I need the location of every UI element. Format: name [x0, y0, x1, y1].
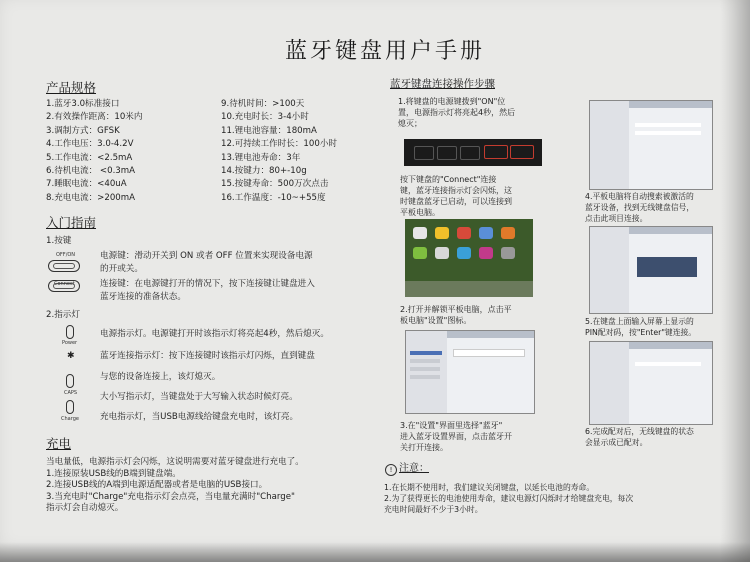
charge-led-icon: [66, 400, 74, 414]
charging-line: 指示灯会自动熄灭。: [46, 503, 124, 513]
settings-main: [447, 331, 534, 413]
specs-list-right: [221, 97, 337, 204]
power-switch-label: OFF/ON: [56, 252, 76, 258]
app-icon: [435, 247, 449, 259]
app-icon: [501, 227, 515, 239]
caps-led-icon: [66, 374, 74, 388]
step5-line: PIN配对码，按"Enter"键连接。: [585, 328, 697, 337]
settings-app-icon: [501, 247, 515, 259]
step1-text: [398, 96, 515, 129]
step4-text: [585, 191, 694, 224]
page-shadow-bottom: [0, 542, 750, 562]
step2-text: [400, 304, 512, 326]
settings-sidebar: [590, 227, 629, 313]
power-led-text: 电源指示灯。电源键打开时该指示灯将亮起4秒，然后熄灭。: [100, 329, 329, 339]
step3-line: 进入蓝牙设置界面，点击蓝牙开: [400, 432, 512, 441]
settings-sidebar: [406, 331, 447, 413]
spec-item: 13.锂电池寿命：3年: [221, 152, 301, 163]
app-icon: [479, 247, 493, 259]
bt-led-text-2: 与您的设备连接上，该灯熄灭。: [100, 372, 221, 382]
step3-line: 3.在"设置"界面里选择"蓝牙": [400, 421, 503, 430]
settings-main: [629, 227, 712, 313]
settings-sidebar: [590, 101, 629, 189]
app-icon: [457, 227, 471, 239]
caps-led-label: CAPS: [64, 390, 78, 396]
settings-row-selected: [410, 351, 442, 355]
step2-line: 板电脑"设置"图标。: [400, 316, 472, 325]
charge-led-label: Charge: [61, 416, 79, 422]
connect-button-label: Connect: [54, 281, 75, 287]
ipad-dock: [405, 281, 533, 297]
step4-line: 4.平板电脑将自动搜索被激活的: [585, 192, 694, 201]
power-switch-icon: [48, 260, 80, 272]
keyboard-key-highlighted: [484, 145, 508, 159]
step3-text: [400, 420, 512, 453]
settings-navbar: [629, 227, 712, 234]
charging-line: 2.连接USB线的A端到电源适配器或者是电脑的USB接口。: [46, 480, 268, 490]
spec-item: 1.蓝牙3.0标准接口: [46, 99, 120, 109]
charge-led-text: 充电指示灯，当USB电源线给键盘充电时，该灯亮。: [100, 412, 299, 422]
settings-row: [410, 359, 440, 363]
pin-dialog: [637, 257, 697, 277]
device-row: [635, 123, 701, 127]
bluetooth-toggle-row: [453, 349, 525, 357]
charging-line: 当电量低，电源指示灯会闪烁，这说明需要对蓝牙键盘进行充电了。: [46, 457, 304, 467]
spec-item: 4.工作电压：3.0-4.2V: [46, 139, 134, 150]
specs-list-left: [46, 97, 142, 204]
charging-heading: 充电: [46, 436, 72, 451]
step1b-line: 键，蓝牙连接指示灯会闪烁，这: [400, 186, 512, 195]
settings-row: [410, 367, 440, 371]
step5-line: 5.在键盘上面输入屏幕上显示的: [585, 317, 694, 326]
spec-item: 8.充电电流：>200mA: [46, 192, 136, 203]
step2-line: 2.打开并解锁平板电脑，点击平: [400, 305, 512, 314]
spec-item: 10.充电时长：3-4小时: [221, 112, 309, 123]
step1b-text: [400, 174, 512, 218]
spec-item: 6.待机电流： <0.3mA: [46, 165, 136, 176]
keys-title: 1.按键: [46, 236, 72, 246]
step6-line: 6.完成配对后，无线键盘的状态: [585, 427, 694, 436]
note-line: 2.为了获得更长的电池使用寿命，建议电源灯闪烁时才给键盘充电，每次: [384, 494, 634, 503]
settings-navbar: [629, 342, 712, 349]
step4-line: 蓝牙设备，找到无线键盘信号，: [585, 203, 695, 212]
settings-navbar: [629, 101, 712, 108]
warning-icon: !: [385, 464, 397, 476]
step6-text: [585, 426, 694, 448]
spec-item: 2.有效操作距离：10米内: [46, 112, 143, 123]
paired-screenshot: [589, 341, 713, 425]
charging-line: 3.当充电时"Charge"充电指示灯会点亮，当电量充满时"Charge": [46, 491, 295, 502]
app-icon: [479, 227, 493, 239]
spec-item: 7.睡眠电流：<40uA: [46, 179, 127, 190]
step1b-line: 按下键盘的"Connect"连接: [400, 175, 497, 184]
spec-item: 14.按键力：80+-10g: [221, 165, 307, 176]
connect-key-text-1: 连接键：在电源键打开的情况下，按下连接键让键盘进入: [100, 279, 315, 289]
power-key-text-1: 电源键：滑动开关到 ON 或者 OFF 位置来实现设备电源: [100, 251, 313, 261]
step4-line: 点击此项目连接。: [585, 214, 648, 223]
charging-lines: [46, 455, 304, 513]
power-key-text-2: 的开或关。: [100, 264, 143, 274]
step6-line: 会显示成已配对。: [585, 438, 648, 447]
notes-heading: 注意：: [399, 463, 429, 474]
notes-lines: [384, 482, 633, 515]
lights-title: 2.指示灯: [46, 310, 80, 320]
keyboard-key: [460, 146, 480, 160]
settings-bluetooth-screenshot: [405, 330, 535, 414]
app-icon: [413, 227, 427, 239]
searching-devices-screenshot: [589, 100, 713, 190]
settings-navbar: [447, 331, 534, 338]
step1-line: 熄灭；: [398, 119, 422, 128]
spec-item: 15.按键寿命：500万次点击: [221, 179, 329, 190]
step1b-line: 平板电脑。: [400, 208, 440, 217]
step5-text: [585, 316, 696, 338]
note-line: 充电时间最好不少于3小时。: [384, 505, 483, 514]
app-icon: [413, 247, 427, 259]
spec-item: 11.锂电池容量：180mA: [221, 125, 317, 136]
bluetooth-icon: ✱: [67, 351, 75, 361]
app-icon: [435, 227, 449, 239]
spec-item: 3.调制方式：GFSK: [46, 125, 120, 136]
steps-heading: 蓝牙键盘连接操作步骤: [390, 78, 495, 90]
page-shadow-right: [720, 0, 750, 562]
device-row-paired: [635, 362, 701, 366]
keyboard-key: [437, 146, 457, 160]
caps-led-text: 大小写指示灯，当键盘处于大写输入状态时候灯亮。: [100, 392, 298, 402]
power-led-label: Power: [62, 340, 78, 346]
step1b-line: 时键盘蓝牙已启动，可以连接到: [400, 197, 512, 206]
spec-item: 12.可持续工作时长：100小时: [221, 139, 338, 150]
step1-line: 置，电源指示灯将亮起4秒，然后: [398, 108, 516, 117]
settings-main: [629, 342, 712, 424]
keyboard-key-highlighted: [510, 145, 534, 159]
spec-item: 9.待机时间：>100天: [221, 99, 305, 109]
note-line: 1.在长期不使用时，我们建议关闭键盘，以延长电池的寿命。: [384, 483, 595, 492]
keyboard-photo: [404, 139, 542, 166]
ipad-home-screenshot: [405, 219, 533, 297]
connect-key-text-2: 蓝牙连接的准备状态。: [100, 292, 186, 302]
bt-led-text-1: 蓝牙连接指示灯：按下连接键时该指示灯闪烁，直到键盘: [100, 351, 315, 361]
step3-line: 关打开连接。: [400, 443, 448, 452]
intro-heading: 入门指南: [46, 215, 97, 230]
power-led-icon: [66, 325, 74, 339]
specs-heading: 产品规格: [46, 80, 97, 95]
app-icon: [457, 247, 471, 259]
settings-row: [410, 375, 440, 379]
spec-item: 5.工作电流：<2.5mA: [46, 152, 133, 163]
step1-line: 1.将键盘的电源键拨到"ON"位: [398, 97, 506, 106]
settings-main: [629, 101, 712, 189]
settings-sidebar: [590, 342, 629, 424]
keyboard-key: [414, 146, 434, 160]
pin-code-screenshot: [589, 226, 713, 314]
device-row: [635, 131, 701, 135]
spec-item: 16.工作温度：-10~+55度: [221, 192, 326, 203]
charging-line: 1.连接原装USB线的B端到键盘端。: [46, 468, 181, 479]
page-title: 蓝牙键盘用户手册: [284, 39, 485, 64]
